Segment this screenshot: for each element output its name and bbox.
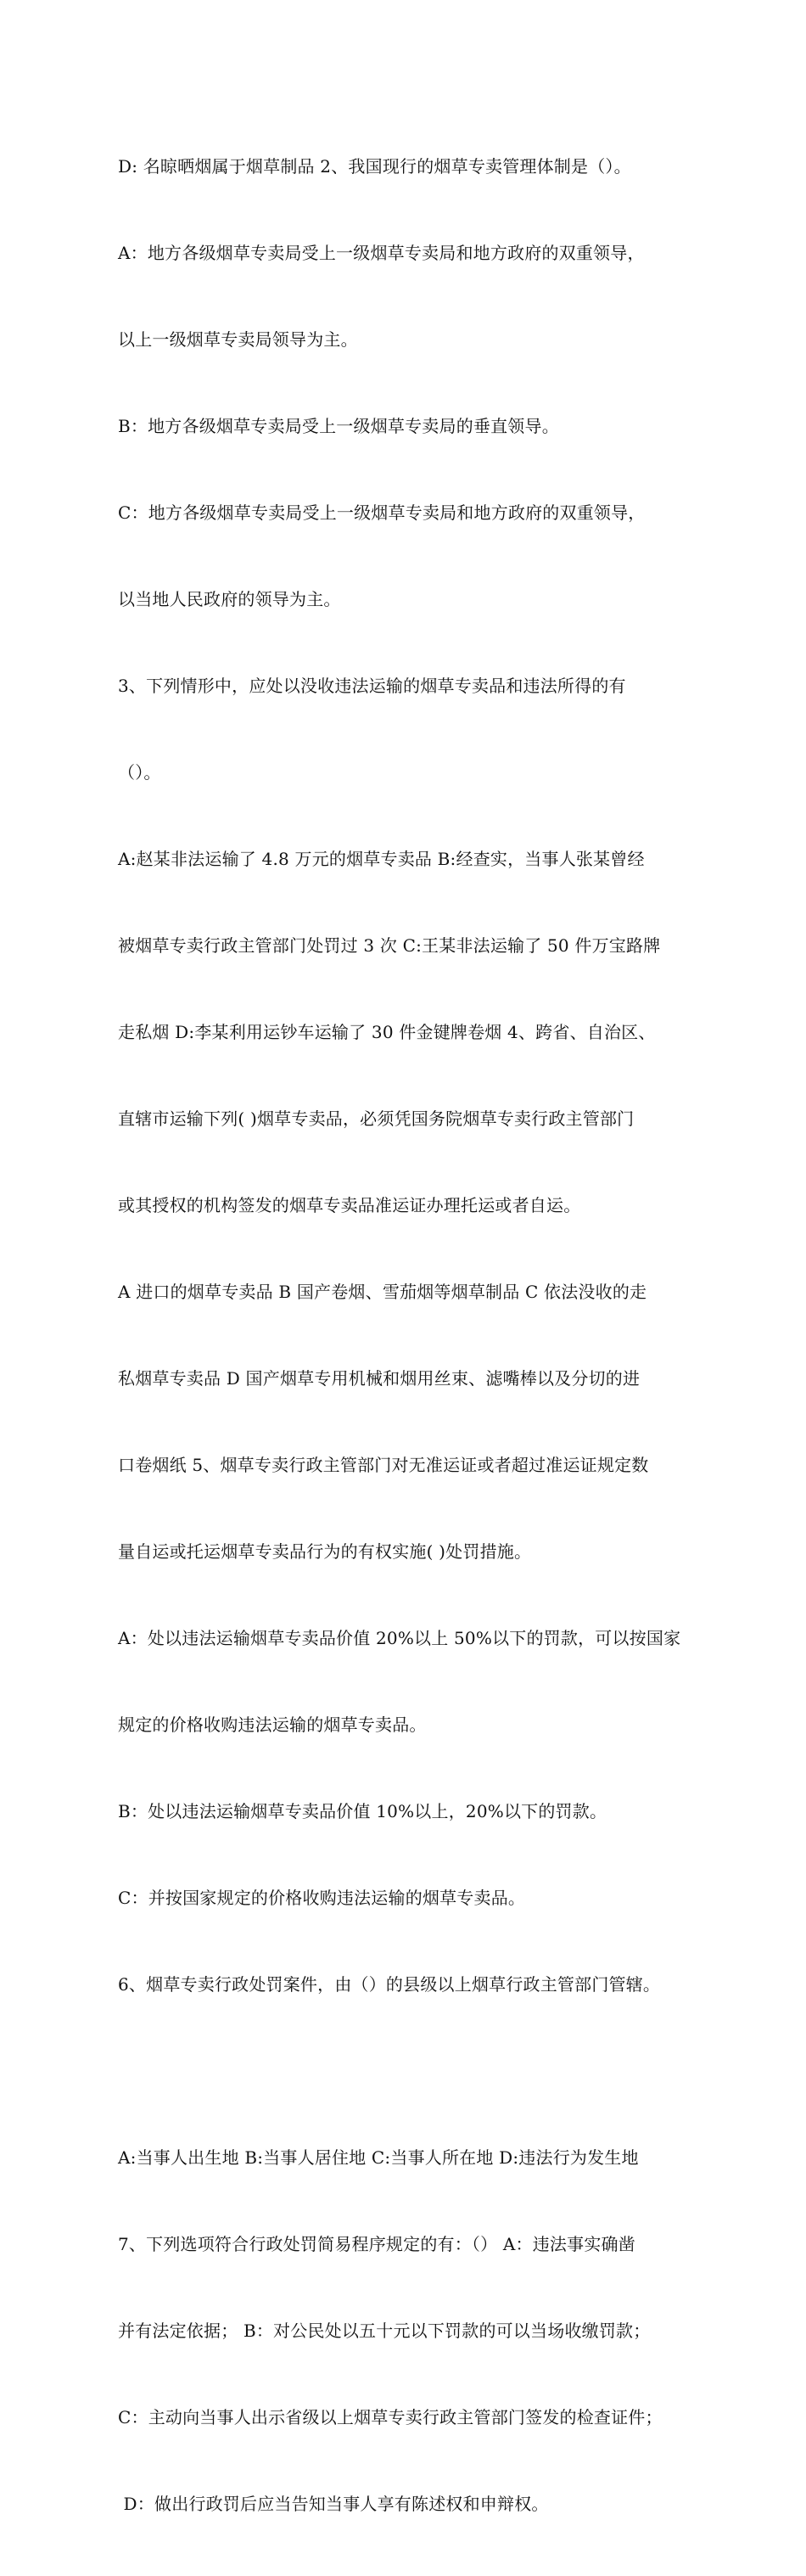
text-line: 私烟草专卖品 D 国产烟草专用机械和烟用丝束、滤嘴棒以及分切的进 (118, 1368, 641, 1389)
text-line: 被烟草专卖行政主管部门处罚过 3 次 C:王某非法运输了 50 件万宝路牌 (118, 935, 661, 956)
blank-line (118, 2057, 712, 2085)
text-line: 规定的价格收购违法运输的烟草专卖品。 (118, 1715, 427, 1735)
text-line: B：处以违法运输烟草专卖品价值 10%以上，20%以下的罚款。 (118, 1801, 607, 1821)
text-line: 走私烟 D:李某利用运钞车运输了 30 件金键牌卷烟 4、跨省、自治区、 (118, 1022, 656, 1042)
text-line: A 进口的烟草专卖品 B 国产卷烟、雪茄烟等烟草制品 C 依法没收的走 (118, 1282, 647, 1302)
text-line: 以当地人民政府的领导为主。 (118, 589, 341, 609)
text-line: 7、下列选项符合行政处罚简易程序规定的有：（） A：违法事实确凿 (118, 2234, 635, 2254)
text-line: 并有法定依据； B：对公民处以五十元以下罚款的可以当场收缴罚款； (118, 2321, 651, 2341)
text-line: A:当事人出生地 B:当事人居住地 C:当事人所在地 D:违法行为发生地 (118, 2147, 639, 2168)
text-line: 以上一级烟草专卖局领导为主。 (118, 329, 358, 350)
text-line: C：并按国家规定的价格收购违法运输的烟草专卖品。 (118, 1888, 526, 1908)
text-line: A：地方各级烟草专卖局受上一级烟草专卖局和地方政府的双重领导， (118, 243, 645, 263)
text-line: A：处以违法运输烟草专卖品价值 20%以上 50%以下的罚款，可以按国家 (118, 1628, 681, 1648)
text-line: D：做出行政罚后应当告知当事人享有陈述权和申辩权。 (118, 2494, 549, 2514)
text-line: 或其授权的机构签发的烟草专卖品准运证办理托运或者自运。 (118, 1195, 581, 1215)
text-line: C：主动向当事人出示省级以上烟草专卖行政主管部门签发的检查证件； (118, 2407, 663, 2427)
text-line: （）。 (118, 762, 161, 783)
text-line: D: 名晾晒烟属于烟草制品 2、我国现行的烟草专卖管理体制是（）。 (118, 156, 631, 177)
text-line: 口卷烟纸 5、烟草专卖行政主管部门对无准运证或者超过准运证规定数 (118, 1455, 649, 1475)
text-line: 直辖市运输下列( )烟草专卖品，必须凭国务院烟草专卖行政主管部门 (118, 1108, 635, 1129)
document-body (118, 94, 712, 2576)
text-line: 量自运或托运烟草专卖品行为的有权实施( )处罚措施。 (118, 1541, 532, 1562)
text-line: C：地方各级烟草专卖局受上一级烟草专卖局和地方政府的双重领导， (118, 502, 646, 523)
text-line: 6、烟草专卖行政处罚案件，由（）的县级以上烟草行政主管部门管辖。 (118, 1974, 661, 1995)
text-line: B：地方各级烟草专卖局受上一级烟草专卖局的垂直领导。 (118, 416, 559, 436)
text-line: A:赵某非法运输了 4.8 万元的烟草专卖品 B:经查实，当事人张某曾经 (118, 849, 645, 869)
text-line: 3、下列情形中，应处以没收违法运输的烟草专卖品和违法所得的有 (118, 676, 626, 696)
